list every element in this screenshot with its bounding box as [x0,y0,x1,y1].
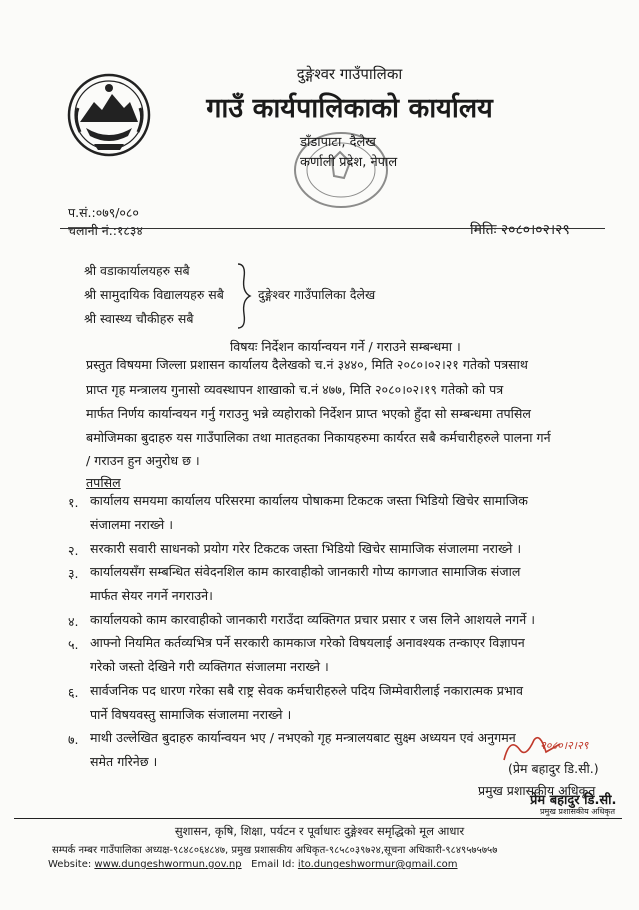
header-divider [60,228,605,229]
address-line-2: कर्णाली प्रदेश, नेपाल [300,155,398,170]
item-number: ३. [68,566,79,581]
item-text: सार्वजनिक पद धारण गरेका सबै राष्ट्र सेवक कर्मचारीहरुले पदिय जिम्मेवारीलाई नकारात्मक प्रभाव [90,683,523,698]
signatory-title: प्रमुख प्रशासकीय अधिकृत [478,783,596,798]
item-text: पार्ने विषयवस्तु सामाजिक संजालमा नराख्ने । [90,707,292,722]
email-link[interactable]: ito.dungeshwormur@gmail.com [297,859,458,870]
recipient-line: श्री सामुदायिक विद्यालयहरु सबै [84,287,224,302]
body-line: प्राप्त गृह मन्त्रालय गुनासो व्यवस्थापन शाखाको च.नं ४७७, मिति २०८०।०२।१९ गतेको को पत्र [86,382,504,397]
item-number: ४. [68,614,79,629]
footer-links [48,859,458,870]
name-stamp-subtitle: प्रमुख प्रशासकीय अधिकृत [540,807,616,816]
item-text: आफ्नो नियमित कर्तव्यभित्र पर्ने सरकारी कामकाज गरेको विषयलाई अनावश्यक तन्काएर विज्ञापन [90,635,525,650]
office-name: गाउँ कार्यपालिकाको कार्यालय [206,93,493,124]
item-number: ५. [68,637,79,652]
website-label: Website: [48,859,92,870]
reference-number: प.सं.:०७९/०८० [68,205,139,220]
footer-motto: सुशासन, कृषि, शिक्षा, पर्यटन र पूर्वाधारः दुङ्गेश्वर समृद्धिको मूल आधार [174,824,465,838]
body-line: प्रस्तुत विषयमा जिल्ला प्रशासन कार्यालय दैलेखको च.नं ३४४०, मिति २०८०।०२।२१ गतेको पत्रसाथ [86,357,528,372]
item-text: मार्फत सेयर नगर्ने नगराउने। [90,588,213,603]
email-label: Email Id: [251,859,295,870]
recipient-line: श्री स्वास्थ्य चौकीहरु सबै [84,311,194,326]
body-line: / गराउन हुन अनुरोध छ । [86,453,200,468]
item-text: संजालमा नराख्ने । [90,517,174,532]
item-text: कार्यालय समयमा कार्यालय परिसरमा कार्यालय पोषाकमा टिकटक जस्ता भिडियो खिचेर सामाजिक [90,493,528,508]
website-link[interactable]: www.dungeshwormun.gov.np [94,859,242,870]
name-stamp: प्रेम बहादुर डि.सी. [530,793,617,808]
item-text: कार्यालयसँग सम्बन्धित संवेदनशिल काम कारवाहीको जानकारी गोप्य कागजात सामाजिक संजाल [90,564,521,579]
organization-name: दुङ्गेश्वर गाउँपालिका [296,65,403,83]
footer-divider [14,818,622,819]
body-line: मार्फत निर्णय कार्यान्वयन गर्नु गराउनु भन्ने व्यहोराको निर्देशन प्राप्त भएको हुँदा सो सम्बन्धमा तपसिल [86,406,531,421]
item-text: सरकारी सवारी साधनको प्रयोग गरेर टिकटक जस्ता भिडियो खिचेर सामाजिक संजालमा नराख्ने । [90,541,522,556]
dispatch-number: चलानी नं.:१८३४ [68,223,143,238]
footer-contact: सम्पर्क नम्बर गाउँपालिका अध्यक्ष-९८४८०६४८४७, प्रमुख प्रशासकीय अधिकृत-९८५८०३९७२४,सूचना अधिकारी-९८४९५७५७५७ [52,845,498,856]
tapasil-heading: तपसिल [86,475,121,490]
item-text: माथी उल्लेखित बुदाहरु कार्यान्वयन भए / नभएको गृह मन्त्रालयबाट सुक्ष्म अध्ययन एवं अनुगमन [90,730,516,745]
handwritten-date: २०८०।२।२९ [540,739,589,752]
subject: विषयः निर्देशन कार्यान्वयन गर्ने / गराउने सम्बन्धमा । [230,339,461,354]
item-text: गरेको जस्तो देखिने गरी व्यक्तिगत संजालमा नराख्ने । [90,659,329,674]
item-text: कार्यालयको काम कारवाहीको जानकारी गराउँदा व्यक्तिगत प्रचार प्रसार र जस लिने आशयले नगर्ने । [90,612,535,627]
item-number: २. [68,543,79,558]
item-number: १. [68,495,79,510]
item-text: समेत गरिनेछ । [90,754,158,769]
brace-icon [236,262,252,330]
recipient-line: श्री वडाकार्यालयहरु सबै [84,263,190,278]
recipient-group: दुङ्गेश्वर गाउँपालिका दैलेख [258,287,376,302]
item-number: ७. [68,732,79,747]
address-line-1: डाँडापाटा, दैलेख [300,135,376,150]
item-number: ६. [68,685,79,700]
signatory-name: (प्रेम बहादुर डि.सी.) [508,761,599,776]
body-line: बमोजिमका बुदाहरु यस गाउँपालिका तथा मातहतका निकायहरुमा कार्यरत सबै कर्मचारीहरुले पालना गर्न [86,430,551,445]
letter-date: मितिः २०८०।०२।२९ [470,222,570,238]
